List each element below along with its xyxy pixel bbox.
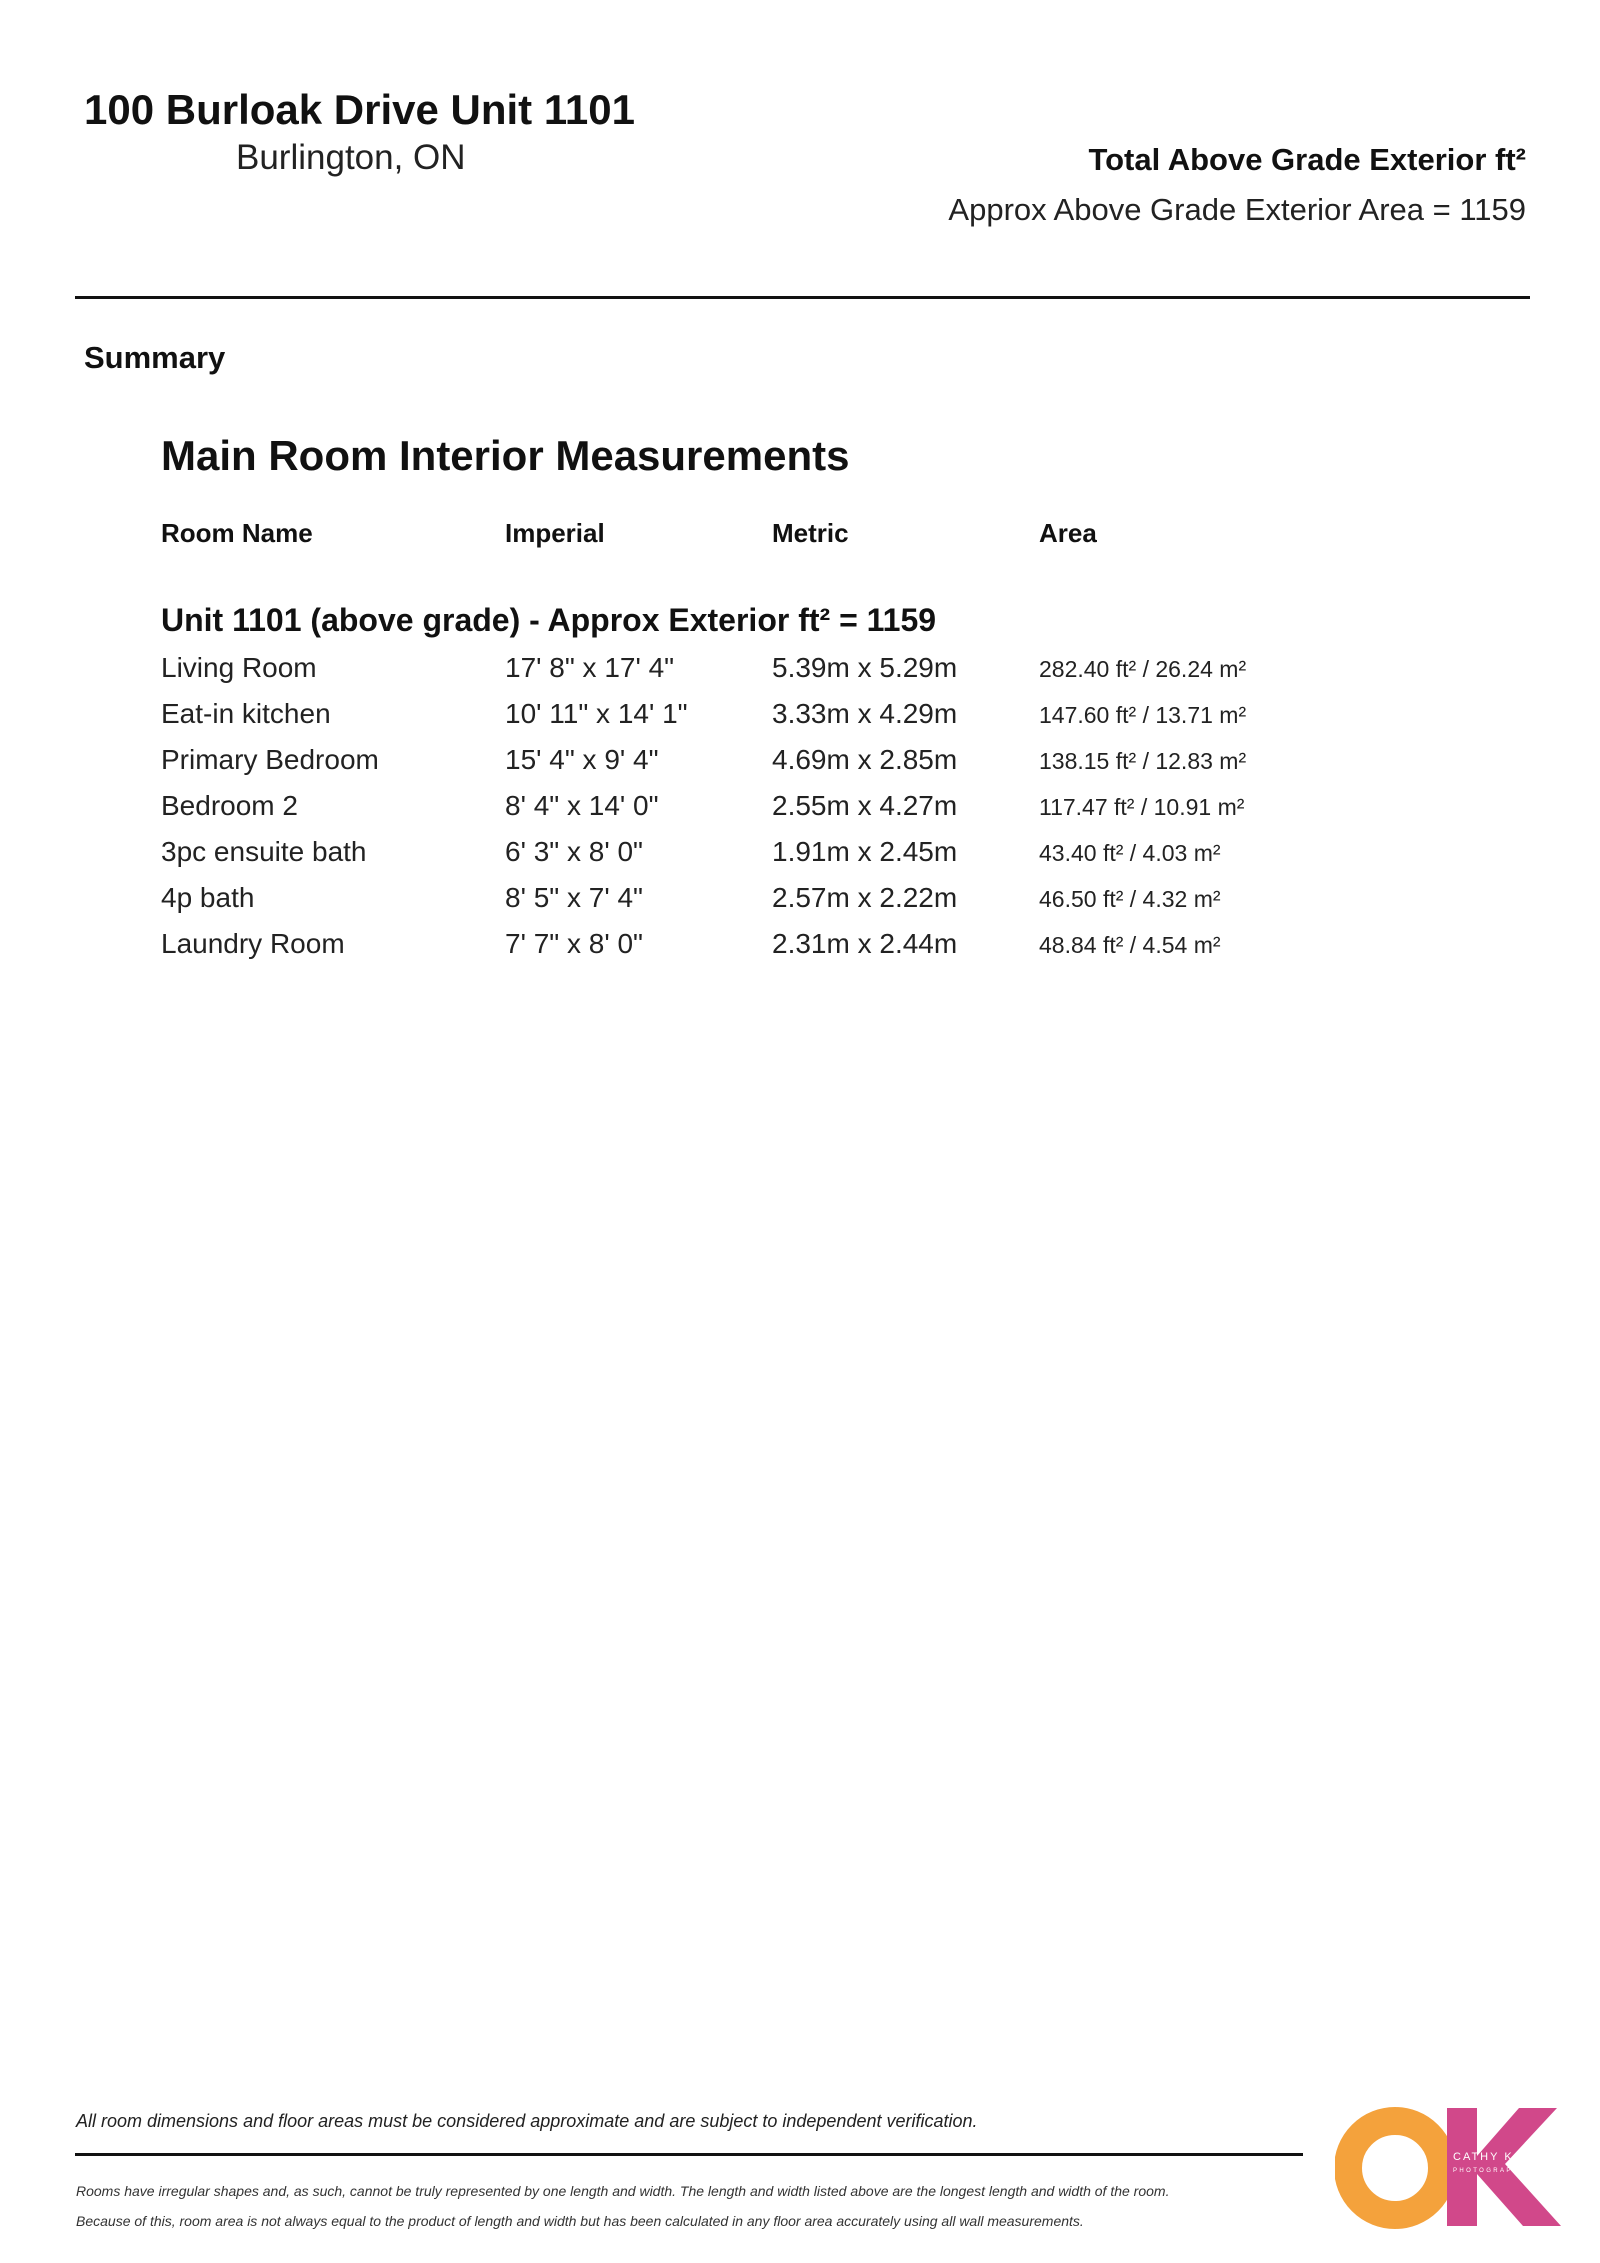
room-metric: 2.57m x 2.22m (772, 882, 958, 913)
total-area-title: Total Above Grade Exterior ft² (1088, 142, 1526, 177)
room-metric: 3.33m x 4.29m (772, 698, 958, 729)
column-header-imperial: Imperial (505, 518, 605, 548)
measurement-note-line-1: Rooms have irregular shapes and, as such, cannot be truly represented by one length and width. The length and width listed above are the longest length and width of the room. (76, 2183, 1170, 2199)
room-area: 117.47 ft² / 10.91 m² (1039, 794, 1245, 820)
logo-text-line-2: PHOTOGRAPHY (1453, 2168, 1526, 2174)
room-name: 3pc ensuite bath (161, 836, 367, 867)
footer-divider (75, 2153, 1303, 2156)
room-name: Laundry Room (161, 928, 345, 959)
room-name: Bedroom 2 (161, 790, 298, 821)
room-area: 43.40 ft² / 4.03 m² (1039, 840, 1221, 866)
table-row (161, 652, 1411, 698)
total-area-block (948, 142, 1526, 228)
room-metric: 2.55m x 4.27m (772, 790, 958, 821)
table-row (161, 928, 1411, 974)
room-name: 4p bath (161, 882, 255, 913)
column-header-area: Area (1039, 518, 1097, 548)
room-imperial: 8' 5" x 7' 4" (505, 882, 643, 913)
room-area: 48.84 ft² / 4.54 m² (1039, 932, 1221, 958)
total-area-value: Approx Above Grade Exterior Area = 1159 (948, 192, 1526, 227)
logo-text-line-1: CATHY KOOP (1453, 2151, 1545, 2163)
room-area: 138.15 ft² / 12.83 m² (1039, 748, 1247, 774)
section-title: Main Room Interior Measurements (161, 432, 850, 479)
room-metric: 1.91m x 2.45m (772, 836, 958, 867)
room-name: Living Room (161, 652, 317, 683)
table-row (161, 836, 1411, 882)
property-address: 100 Burloak Drive Unit 1101 (84, 86, 635, 133)
room-imperial: 6' 3" x 8' 0" (505, 836, 643, 867)
table-header (161, 518, 1411, 558)
room-metric: 4.69m x 2.85m (772, 744, 958, 775)
table-row (161, 744, 1411, 790)
room-area: 147.60 ft² / 13.71 m² (1039, 702, 1247, 728)
room-name: Eat-in kitchen (161, 698, 331, 729)
table-row (161, 882, 1411, 928)
room-imperial: 17' 8" x 17' 4" (505, 652, 675, 683)
property-city: Burlington, ON (236, 138, 466, 177)
photographer-logo (1335, 2098, 1573, 2230)
room-imperial: 7' 7" x 8' 0" (505, 928, 643, 959)
measurement-note (76, 2176, 1316, 2236)
unit-group-title: Unit 1101 (above grade) - Approx Exterior ft² = 1159 (161, 602, 937, 638)
logo-k-mark (1447, 2108, 1561, 2226)
room-name: Primary Bedroom (161, 744, 379, 775)
room-metric: 2.31m x 2.44m (772, 928, 958, 959)
logo-o-mark (1348, 2121, 1442, 2215)
table-row (161, 790, 1411, 836)
room-imperial: 10' 11" x 14' 1" (505, 698, 688, 729)
column-header-metric: Metric (772, 518, 849, 548)
measurement-note-line-2: Because of this, room area is not always equal to the product of length and width but has been calculated in any floor area accurately using all wall measurements. (76, 2213, 1084, 2229)
room-imperial: 8' 4" x 14' 0" (505, 790, 659, 821)
column-header-room: Room Name (161, 518, 313, 548)
room-area: 46.50 ft² / 4.32 m² (1039, 886, 1221, 912)
room-area: 282.40 ft² / 26.24 m² (1039, 656, 1247, 682)
table-row (161, 698, 1411, 744)
room-metric: 5.39m x 5.29m (772, 652, 958, 683)
measurements-table (161, 518, 1411, 974)
summary-label: Summary (84, 340, 226, 375)
header-divider (75, 296, 1530, 299)
room-imperial: 15' 4" x 9' 4" (505, 744, 659, 775)
disclaimer-note: All room dimensions and floor areas must be considered approximate and are subject to independent verification. (76, 2111, 978, 2131)
